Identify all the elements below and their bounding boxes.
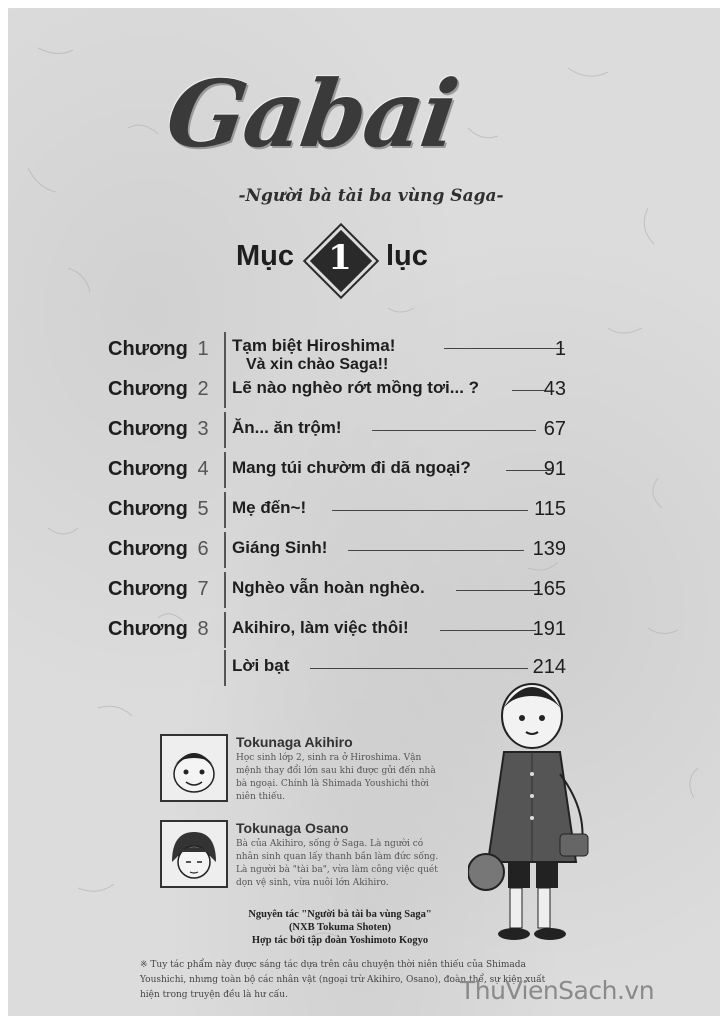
chapter-page: 1	[554, 338, 566, 360]
divider	[224, 492, 226, 528]
desc-line: Bà của Akihiro, sống ở Saga. Là người có	[236, 839, 424, 849]
chapter-number: 8	[197, 618, 209, 640]
chapter-number: 5	[197, 498, 209, 520]
desc-line: dọn vệ sinh, vừa nuôi lớn Akihiro.	[236, 878, 389, 888]
toc-row-1[interactable]	[0, 338, 712, 374]
leader-line	[348, 550, 524, 551]
akihiro-portrait	[160, 734, 228, 802]
chapter-label: Chương	[108, 498, 188, 520]
chapter-title: Akihiro, làm việc thôi!	[232, 618, 409, 637]
divider	[224, 532, 226, 568]
credit-line: Nguyên tác "Người bà tài ba vùng Saga"	[248, 909, 432, 920]
chapter-number: 7	[197, 578, 209, 600]
chapter-label: Chương	[108, 458, 188, 480]
credits	[224, 908, 456, 947]
chapter-label: Chương	[108, 538, 188, 560]
character-name: Tokunaga Osano	[236, 820, 349, 836]
footnote-line: Youshichi, nhưng toàn bộ các nhân vật (ngoại trừ Akihiro, Osano), đoàn thể, sự kiện xuất	[140, 975, 546, 985]
desc-line: Là người bà "tài ba", vừa làm công việc quét	[236, 865, 438, 875]
character-description	[236, 838, 462, 890]
chapter-number: 6	[197, 538, 209, 560]
toc-row-8[interactable]	[0, 618, 712, 654]
grandma-face-icon	[162, 822, 226, 886]
osano-portrait	[160, 820, 228, 888]
leader-line	[512, 390, 546, 391]
toc-row-5[interactable]	[0, 498, 712, 534]
chapter-title: Ăn... ăn trộm!	[232, 418, 342, 437]
divider	[224, 650, 226, 686]
toc-row-2[interactable]	[0, 378, 712, 414]
chapter-page: 139	[532, 538, 566, 560]
chapter-page: 165	[532, 578, 566, 600]
watermark: ThuVienSach.vn	[460, 976, 655, 1005]
chapter-title: Nghèo vẫn hoàn nghèo.	[232, 578, 425, 597]
chapter-page: 43	[543, 378, 566, 400]
desc-line: bà ngoại. Chính là Shimada Youshichi thời	[236, 779, 429, 789]
afterword-page: 214	[532, 656, 566, 678]
leader-line	[440, 630, 536, 631]
chapter-label: Chương	[108, 378, 188, 400]
toc-word-right: lục	[386, 240, 428, 272]
chapter-title: Tạm biệt Hiroshima!	[232, 336, 396, 355]
chapter-title: Mẹ đến~!	[232, 498, 307, 517]
credit-line: (NXB Tokuma Shoten)	[288, 922, 392, 933]
toc-row-7[interactable]	[0, 578, 712, 614]
footnote-line: ※ Tuy tác phẩm này được sáng tác dựa trên câu chuyện thời niên thiếu của Shimada	[140, 960, 526, 970]
chapter-title: Mang túi chườm đi dã ngoại?	[232, 458, 471, 477]
divider	[224, 572, 226, 608]
afterword-title: Lời bạt	[232, 656, 290, 675]
divider	[224, 612, 226, 648]
desc-line: Học sinh lớp 2, sinh ra ở Hiroshima. Vận	[236, 753, 422, 763]
boy-face-icon	[162, 736, 226, 800]
toc-row-4[interactable]	[0, 458, 712, 494]
chapter-number: 1	[197, 338, 209, 360]
divider	[224, 332, 226, 376]
chapter-title: Lẽ nào nghèo rớt mồng tơi... ?	[232, 378, 480, 397]
chapter-label: Chương	[108, 338, 188, 360]
toc-word-left: Mục	[236, 240, 294, 272]
toc-heading	[0, 230, 712, 290]
character-description	[236, 752, 462, 804]
chapter-number: 4	[197, 458, 209, 480]
chapter-title: Giáng Sinh!	[232, 538, 328, 557]
chapter-page: 91	[543, 458, 566, 480]
desc-line: niên thiếu.	[236, 792, 286, 802]
chapter-number: 3	[197, 418, 209, 440]
chapter-title-line2: Và xin chào Saga!!	[246, 356, 389, 373]
divider	[224, 452, 226, 488]
divider	[224, 412, 226, 448]
chapter-label: Chương	[108, 578, 188, 600]
chapter-number: 2	[197, 378, 209, 400]
chapter-label: Chương	[108, 418, 188, 440]
chapter-page: 67	[543, 418, 566, 440]
character-name: Tokunaga Akihiro	[236, 734, 353, 750]
logo-title: Gabai	[160, 60, 463, 168]
leader-line	[332, 510, 528, 511]
volume-number: 1	[328, 238, 352, 278]
desc-line: nhân sinh quan lấy thanh bần làm đức sống.	[236, 852, 439, 862]
chapter-page: 115	[534, 498, 566, 520]
leader-line	[444, 348, 564, 349]
desc-line: mệnh thay đổi lớn sau khi được gửi đến nhà	[236, 766, 436, 776]
leader-line	[372, 430, 536, 431]
credit-line: Hợp tác bởi tập đoàn Yoshimoto Kogyo	[251, 935, 429, 946]
toc-row-3[interactable]	[0, 418, 712, 454]
leader-line	[456, 590, 540, 591]
boy-illustration	[468, 674, 618, 964]
logo-subtitle: -Người bà tài ba vùng Saga-	[238, 186, 504, 206]
footnote-line: hiện trong truyện đều là hư cấu.	[140, 990, 288, 1000]
toc-row-6[interactable]	[0, 538, 712, 574]
divider	[224, 372, 226, 408]
chapter-page: 191	[532, 618, 566, 640]
leader-line	[310, 668, 528, 669]
chapter-label: Chương	[108, 618, 188, 640]
